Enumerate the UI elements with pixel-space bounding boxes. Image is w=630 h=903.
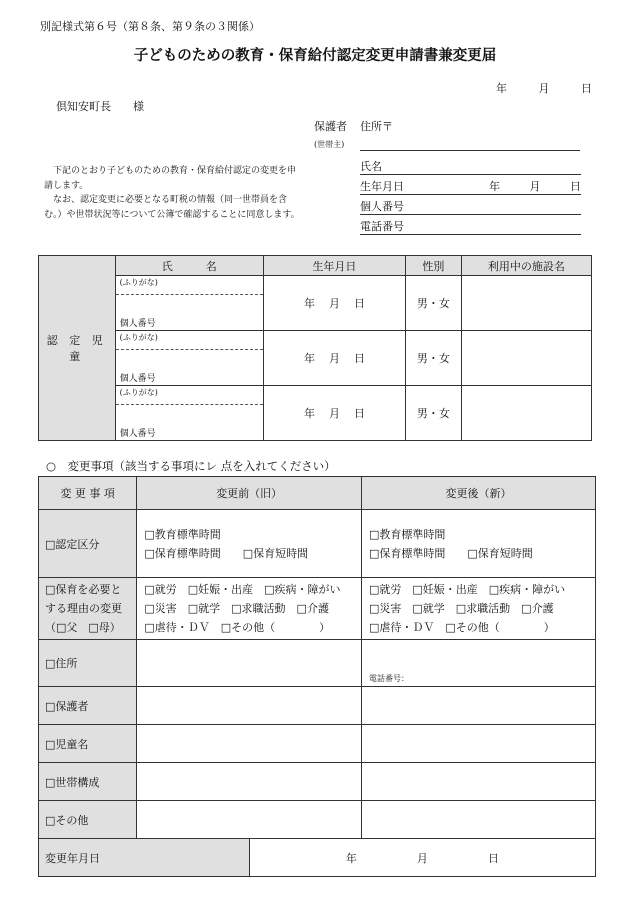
child-name-checkbox[interactable]: □児童名 — [39, 725, 137, 763]
child-number-label: 個人番号 — [119, 319, 156, 329]
children-table — [38, 255, 592, 441]
furigana-label: (ふりがな) — [116, 331, 263, 350]
statement-paragraph-2: なお、認定変更に必要となる町税の情報（同一世帯員を含む。）や世帯状況等について公簿で確認することに同意します。 — [44, 195, 300, 220]
year-label: 年 — [303, 352, 315, 365]
household-before-cell[interactable] — [137, 763, 362, 801]
child-birth-cell[interactable] — [263, 331, 405, 386]
applicant-phone-field[interactable] — [360, 218, 581, 235]
change-date-field[interactable] — [249, 839, 595, 877]
reason-label-line-3: （□父 □母） — [45, 621, 121, 634]
option-standard-education[interactable]: □教育標準時間 — [369, 527, 446, 541]
reason-label-line-1: □保育を必要と — [45, 583, 122, 596]
year-label: 年 — [303, 407, 315, 420]
child-number-label: 個人番号 — [119, 374, 156, 384]
applicant-birth-ymd — [463, 178, 581, 194]
date-day: 日 — [581, 82, 592, 95]
reason-row — [39, 578, 596, 640]
reason-options-1[interactable]: □就労 □妊娠・出産 □疾病・障がい — [144, 583, 341, 596]
reason-after-cell[interactable] — [362, 578, 596, 640]
change-date-label: 変更年月日 — [39, 839, 250, 877]
address-label: 住所〒 — [360, 120, 393, 133]
applicant-birth-label: 生年月日 — [360, 180, 404, 193]
day-label: 日 — [353, 352, 365, 365]
reason-before-cell[interactable] — [137, 578, 362, 640]
statement-paragraph-1: 下記のとおり子どものための教育・保育給付認定の変更を申請します。 — [44, 166, 297, 191]
applicant-name-field[interactable] — [360, 158, 581, 175]
form-title: 子どものための教育・保育給付認定変更申請書兼変更届 — [133, 47, 497, 64]
child-sex-cell[interactable]: 男・女 — [406, 276, 462, 331]
applicant-name-label: 氏名 — [360, 160, 382, 173]
child-name-before-cell[interactable] — [137, 725, 362, 763]
col-after: 変更後（新） — [362, 477, 596, 510]
child-row — [39, 331, 592, 386]
form-number: 別記様式第６号（第８条、第９条の３関係） — [40, 20, 260, 33]
year-label: 年 — [303, 297, 315, 310]
consent-statement — [44, 164, 302, 222]
reason-label-line-2: する理由の変更 — [45, 602, 122, 615]
addressee: 倶知安町長 様 — [56, 100, 144, 113]
child-row — [39, 276, 592, 331]
change-section-heading: ○ 変更事項（該当する事項にレ 点を入れてください） — [46, 459, 336, 473]
child-name-cell[interactable] — [115, 386, 263, 441]
child-facility-cell[interactable] — [461, 331, 591, 386]
day-label: 日 — [353, 407, 365, 420]
col-before: 変更前（旧） — [137, 477, 362, 510]
option-care-hours[interactable]: □保育標準時間 □保育短時間 — [144, 546, 309, 560]
reason-options-2[interactable]: □災害 □就学 □求職活動 □介護 — [144, 602, 329, 615]
guardian-before-cell[interactable] — [137, 687, 362, 725]
reason-checkbox[interactable] — [39, 578, 137, 640]
guardian-after-cell[interactable] — [362, 687, 596, 725]
address-before-cell[interactable] — [137, 640, 362, 687]
other-before-cell[interactable] — [137, 801, 362, 839]
month-label: 月 — [328, 297, 340, 310]
children-side-label: 認 定 児 童 — [39, 256, 116, 441]
child-row — [39, 386, 592, 441]
option-care-hours[interactable]: □保育標準時間 □保育短時間 — [369, 546, 533, 560]
applicant-number-field[interactable] — [360, 198, 581, 215]
address-checkbox[interactable]: □住所 — [39, 640, 137, 687]
child-facility-cell[interactable] — [461, 276, 591, 331]
col-sex: 性別 — [406, 256, 462, 276]
guardian-label: 保護者 — [314, 120, 347, 133]
guardian-checkbox[interactable]: □保護者 — [39, 687, 137, 725]
child-number-label: 個人番号 — [119, 429, 156, 439]
change-day: 日 — [487, 851, 499, 865]
birth-month: 月 — [529, 180, 541, 193]
option-standard-education[interactable]: □教育標準時間 — [144, 527, 221, 541]
child-birth-cell[interactable] — [263, 276, 405, 331]
application-date[interactable] — [468, 80, 592, 96]
other-checkbox[interactable]: □その他 — [39, 801, 137, 839]
category-after-cell[interactable] — [362, 510, 596, 578]
col-facility: 利用中の施設名 — [461, 256, 591, 276]
applicant-birth-field[interactable] — [360, 178, 581, 195]
child-facility-cell[interactable] — [461, 386, 591, 441]
furigana-label: (ふりがな) — [116, 386, 263, 405]
household-row — [39, 763, 596, 801]
reason-options-1[interactable]: □就労 □妊娠・出産 □疾病・障がい — [369, 583, 566, 596]
birth-year: 年 — [489, 180, 500, 193]
change-date-row — [39, 839, 596, 877]
col-item: 変 更 事 項 — [39, 477, 137, 510]
applicant-number-label: 個人番号 — [360, 200, 404, 213]
address-after-cell[interactable] — [362, 640, 596, 687]
change-year: 年 — [345, 851, 357, 865]
birth-day: 日 — [570, 180, 581, 193]
date-year: 年 — [496, 82, 507, 95]
child-birth-cell[interactable] — [263, 386, 405, 441]
child-name-after-cell[interactable] — [362, 725, 596, 763]
applicant-phone-label: 電話番号 — [360, 220, 404, 233]
date-month: 月 — [538, 82, 550, 95]
guardian-sub-label: (世帯主) — [314, 140, 345, 149]
household-after-cell[interactable] — [362, 763, 596, 801]
child-sex-cell[interactable]: 男・女 — [406, 331, 462, 386]
reason-options-3[interactable]: □虐待・ＤＶ □その他（ ） — [144, 621, 331, 634]
change-month: 月 — [416, 851, 428, 865]
reason-options-3[interactable]: □虐待・ＤＶ □その他（ ） — [369, 621, 555, 634]
child-sex-cell[interactable]: 男・女 — [406, 386, 462, 441]
col-name: 氏 名 — [115, 256, 263, 276]
col-birth: 生年月日 — [263, 256, 405, 276]
furigana-label: (ふりがな) — [116, 276, 263, 295]
day-label: 日 — [353, 297, 365, 310]
category-before-cell[interactable] — [137, 510, 362, 578]
after-phone-label: 電話番号： — [369, 673, 409, 683]
month-label: 月 — [328, 407, 340, 420]
guardian-row — [39, 687, 596, 725]
child-name-cell[interactable] — [115, 276, 263, 331]
household-checkbox[interactable]: □世帯構成 — [39, 763, 137, 801]
child-name-row — [39, 725, 596, 763]
other-row — [39, 801, 596, 839]
category-row — [39, 510, 596, 578]
address-row — [39, 640, 596, 687]
address-field[interactable] — [360, 150, 580, 151]
child-name-cell[interactable] — [115, 331, 263, 386]
other-after-cell[interactable] — [362, 801, 596, 839]
category-checkbox[interactable]: □認定区分 — [39, 510, 137, 578]
month-label: 月 — [328, 352, 340, 365]
reason-options-2[interactable]: □災害 □就学 □求職活動 □介護 — [369, 602, 554, 615]
change-table — [38, 476, 596, 877]
